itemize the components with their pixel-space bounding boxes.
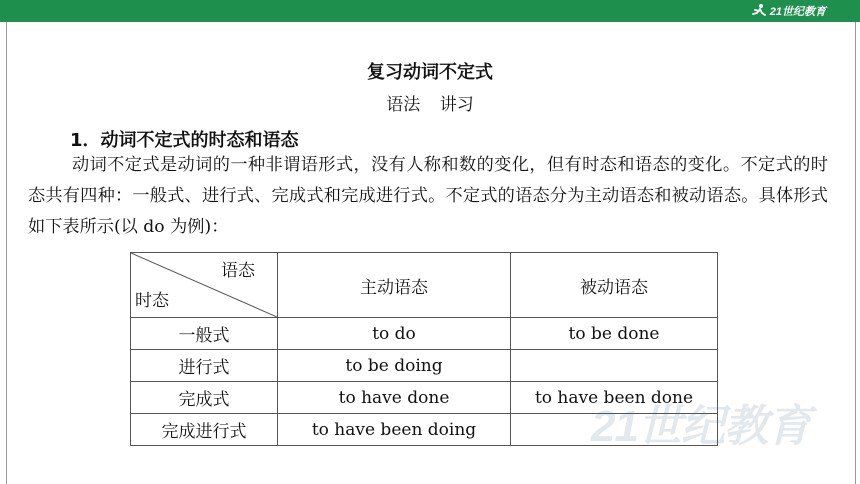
section-paragraph: 动词不定式是动词的一种非谓语形式，没有人称和数的变化，但有时态和语态的变化。不定式的时态共有四种：一般式、进行式、完成式和完成进行式。不定式的语态分为主动语态和被动语态。具体形式如下表所示(以 do 为例)： xyxy=(28,155,828,237)
column-header-passive: 被动语态 xyxy=(511,253,718,318)
active-form-cell: to have been doing xyxy=(278,414,511,446)
active-form-cell: to be doing xyxy=(278,350,511,382)
diagonal-header-cell xyxy=(131,253,278,318)
header-bar xyxy=(0,0,860,22)
table-header-row xyxy=(131,253,718,318)
corner-label-tense: 时态 xyxy=(135,291,169,311)
passive-form-cell: to be done xyxy=(511,318,718,350)
row-label: 一般式 xyxy=(131,318,278,350)
table-row xyxy=(131,350,718,382)
site-logo xyxy=(751,2,826,20)
table-row xyxy=(131,318,718,350)
page-subtitle: 语法 讲习 xyxy=(386,95,474,115)
passive-form-cell xyxy=(511,350,718,382)
section-heading: 1．动词不定式的时态和语态 xyxy=(70,130,299,151)
corner-label-voice: 语态 xyxy=(221,261,255,281)
page-title: 复习动词不定式 xyxy=(367,62,493,83)
watermark-logo: 21世纪教育 xyxy=(591,402,810,451)
passive-form-cell: to have been done xyxy=(511,382,718,414)
row-label: 完成进行式 xyxy=(131,414,278,446)
column-header-active: 主动语态 xyxy=(278,253,511,318)
runner-icon xyxy=(751,3,767,19)
logo-text: 21世纪教育 xyxy=(769,6,826,18)
active-form-cell: to do xyxy=(278,318,511,350)
active-form-cell: to have done xyxy=(278,382,511,414)
row-label: 完成式 xyxy=(131,382,278,414)
row-label: 进行式 xyxy=(131,350,278,382)
